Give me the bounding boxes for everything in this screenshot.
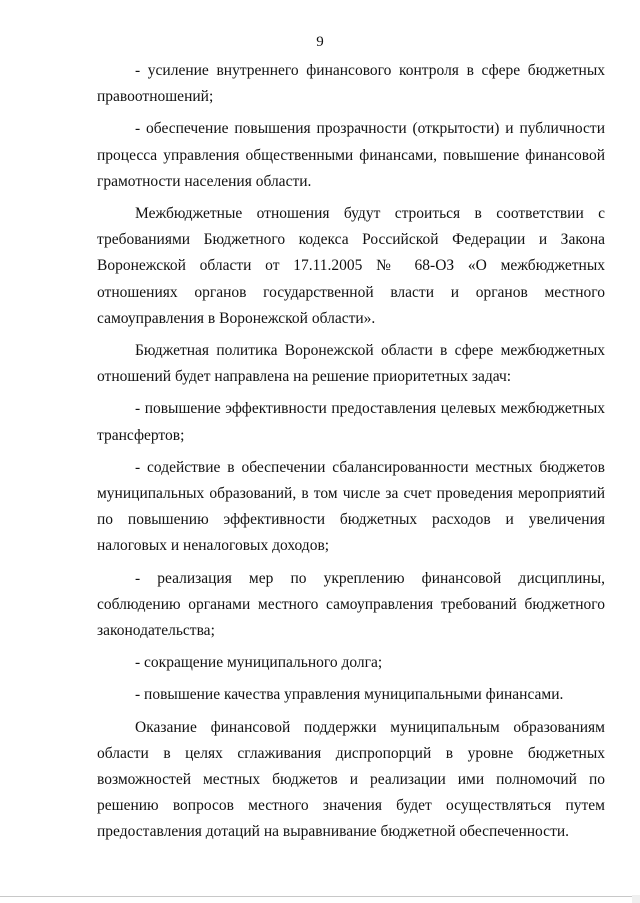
paragraph-transparency: - обеспечение повышения прозрачности (открытости) и публичности процесса управления общественными финансами, повышение финансовой грамотности населения области. — [97, 120, 605, 190]
paragraph-interbudget-relations: Межбюджетные отношения будут строиться в соответствии с требованиями Бюджетного кодекса Российской Федерации и Закона Воронежской области от 17.11.2005 № 68-ОЗ «О межбюджетных отношениях органов государственной власти и органов местного самоуправления в Воронежской области». — [97, 205, 605, 327]
page-number: 9 — [316, 34, 324, 50]
paragraph-financial-support: Оказание финансовой поддержки муниципальным образованиям области в целях сглаживания диспропорций в уровне бюджетных возможностей местных бюджетов и реализации ими полномочий по решению вопросов местного значения будет осуществляться путем предоставления дотаций на выравнивание бюджетной обеспеченности. — [97, 718, 605, 841]
scan-edge-line — [0, 896, 640, 897]
paragraph-internal-control: - усиление внутреннего финансового контроля в сфере бюджетных правоотношений; — [97, 62, 605, 106]
paragraph-budget-policy: Бюджетная политика Воронежской области в сфере межбюджетных отношений будет направлена на решение приоритетных задач: — [97, 342, 605, 386]
paragraph-transfers-efficiency: - повышение эффективности предоставления целевых межбюджетных трансфертов; — [97, 400, 605, 444]
paragraph-budget-balance: - содействие в обеспечении сбалансированности местных бюджетов муниципальных образований, в том числе за счет проведения мероприятий по повышению эффективности бюджетных расходов и увеличения налоговых и неналоговых доходов; — [97, 458, 605, 555]
scan-corner-mark — [632, 895, 640, 903]
paragraph-financial-discipline: - реализация мер по укреплению финансовой дисциплины, соблюдению органами местного самоуправления требований бюджетного законодательства; — [97, 569, 605, 640]
paragraph-debt-reduction: - сокращение муниципального долга; — [135, 654, 383, 672]
paragraph-finance-management: - повышение качества управления муниципальными финансами. — [135, 686, 564, 704]
document-body — [97, 58, 605, 846]
